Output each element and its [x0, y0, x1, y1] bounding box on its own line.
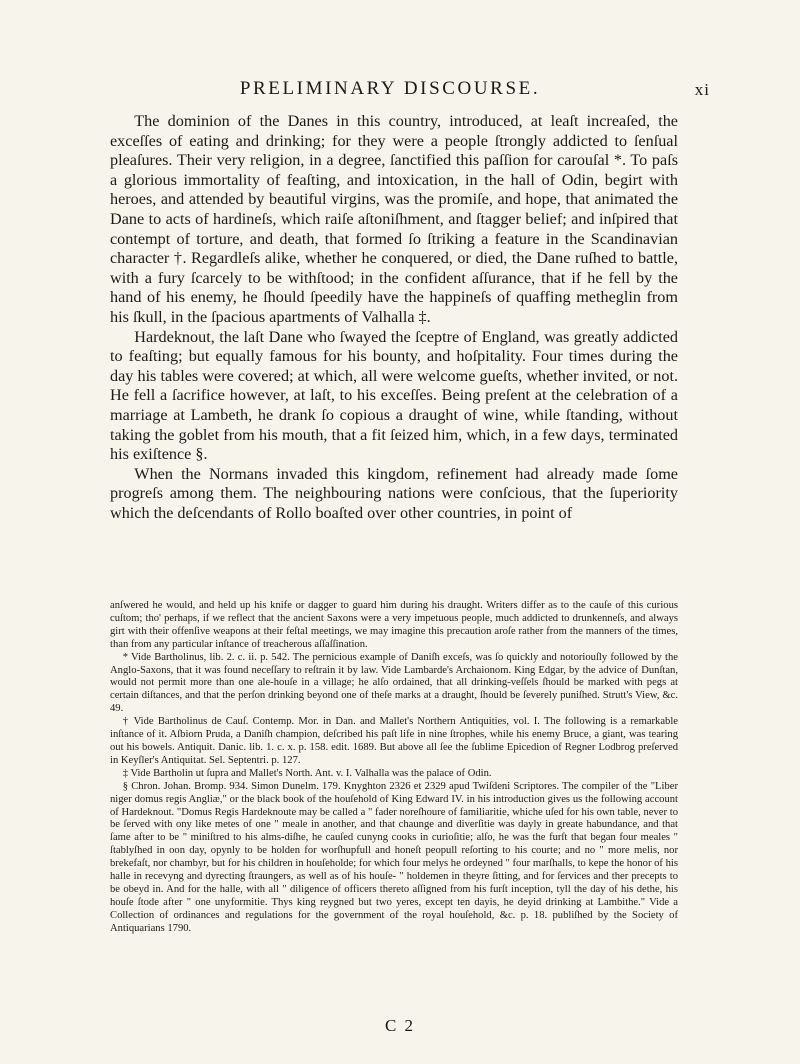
paragraph-hardeknout: Hardeknout, the laſt Dane who ſwayed the ſceptre of England, was greatly addicted to feaſting; but equally famous for his bounty, and hoſpitality. Four times during the day his tables were covered; at which, all were welcome gueſts, whether invited, or not. He fell a ſacrifice however, at laſt, to his exceſſes. Being preſent at the celebration of a marriage at Lambeth, he drank ſo copious a draught of wine, while ſtanding, without taking the goblet from his mouth, that a fit ſeized him, which, in a few days, terminated his exiſtence §. [110, 327, 678, 464]
main-text [110, 112, 678, 523]
page-number: xi [694, 80, 710, 99]
page-header [110, 78, 710, 108]
running-head: PRELIMINARY DISCOURSE. [239, 78, 541, 99]
footnote-double-dagger: ‡ Vide Bartholin ut ſupra and Mallet's North. Ant. v. I. Valhalla was the palace of Odin. [122, 767, 492, 779]
footnote-dagger: † Vide Bartholinus de Cauſ. Contemp. Mor. in Dan. and Mallet's Northern Antiquities, vol. I. The following is a remarkable inſtance of it. Aſbiorn Pruda, a Daniſh champion, deſcribed his paſt life in nine ſtrophes, while his enemy Bruce, a giant, was tearing out his bowels. Antiquit. Danic. lib. 1. c. x. p. 158. edit. 1689. But above all ſee the ſublime Epicedion of Regner Lodbrog preſerved in Keyſler's Antiquitat. Sel. Septentri. p. 127. [110, 716, 678, 766]
footnote-continued: anſwered he would, and held up his knife or dagger to guard him during his draught. Writers differ as to the cauſe of this curious cuſtom; tho' perhaps, if we reflect that the ancient Saxons were a very impetuous people, much addicted to drunkenneſs, and always girt with their offenſive weapons at their feſtal meetings, we may imagine this precaution aroſe rather from the manners of the times, than from any particular inſtance of treacherous aſſaſſination. [110, 600, 678, 650]
paragraph-danes: The dominion of the Danes in this country, introduced, at leaſt increaſed, the exceſſes of eating and drinking; for they were a people ſtrongly addicted to ſenſual pleaſures. Their very religion, in a degree, ſanctified this paſſion for carouſal *. To paſs a glorious immortality of feaſting, and intoxication, in the hall of Odin, begirt with heroes, and attended by beautiful virgins, was the promiſe, and hope, that animated the Dane to acts of hardineſs, which raiſe aſtoniſhment, and ſtagger belief; and inſpired that contempt of torture, and death, that formed ſo ſtriking a feature in the Scandinavian character †. Regardleſs alike, whether he conquered, or died, the Dane ruſhed to battle, with a fury ſcarcely to be withſtood; in the confident aſſurance, that if he fell by the hand of his enemy, he ſhould ſpeedily have the happineſs of quaffing metheglin from his ſkull, in the ſpacious apartments of Valhalla ‡. [110, 112, 678, 326]
signature-mark: C 2 [384, 1016, 416, 1035]
footnote-star: * Vide Bartholinus, lib. 2. c. ii. p. 542. The pernicious example of Daniſh exceſs, was ſo quickly and notoriouſly followed by the Anglo-Saxons, that it was found neceſſary to reſtrain it by law. Vide Lambarde's Archaionom. King Edgar, by the advice of Dunſtan, would not permit more than one ale-houſe in a village; he alſo ordained, that all drinking-veſſels ſhould be marked with pegs at certain diſtances, and that the perſon drinking beyond one of theſe marks at a draught, ſhould be ſeverely puniſhed. Strutt's View, &c. 49. [110, 651, 678, 715]
paragraph-normans: When the Normans invaded this kingdom, refinement had already made ſome progreſs among them. The neighbouring nations were conſcious, that the ſuperiority which the deſcendants of Rollo boaſted over other countries, in point of [110, 464, 678, 522]
footnote-section: § Chron. Johan. Bromp. 934. Simon Dunelm. 179. Knyghton 2326 et 2329 apud Twiſdeni Scriptores. The compiler of the "Liber niger domus regis Angliæ," or the black book of the houſehold of King Edward IV. in his introduction gives us the following account of Hardeknout. "Domus Regis Hardeknoute may be called a " fader noreſhoure of familiaritie, whiche uſed for his own table, never to be ſerved with ony like metes of one " meale in another, and that chaunge and diverſitie was dayly in greate habundance, and that ſame after to be " miniſtred to his alms-diſhe, he cauſed cunyng cooks in curioſitie; alſo, he was the furſt that began four meales " ſtablyſhed in oon day, opynly to be holden for worſhupfull and honeſt peopull reſorting to his courte; and no " more melis, nor brekefaſt, nor chambyr, but for his children in houſeholde; for which four melys he ordeyned " four marſhalls, to kepe the honor of his halle in recevyng and dyrecting ſtraungers, as well as of his houſe- " holdemen in theyre ſitting, and for ſervices and ther precepts to be obeyd in. And for the halle, with all " diligence of officers thereto aſſigned from his furſt inception, tyll the day of his dethe, his houſe ſtode after " one unyformitie. Thys king reygned but two yeres, except ten dayis, he deyid drinking at Lambithe." Vide a Collection of ordinances and regulations for the government of the royal houſehold, &c. p. 18. publiſhed by the Society of Antiquarians 1790. [110, 780, 678, 934]
footnotes [110, 600, 678, 936]
